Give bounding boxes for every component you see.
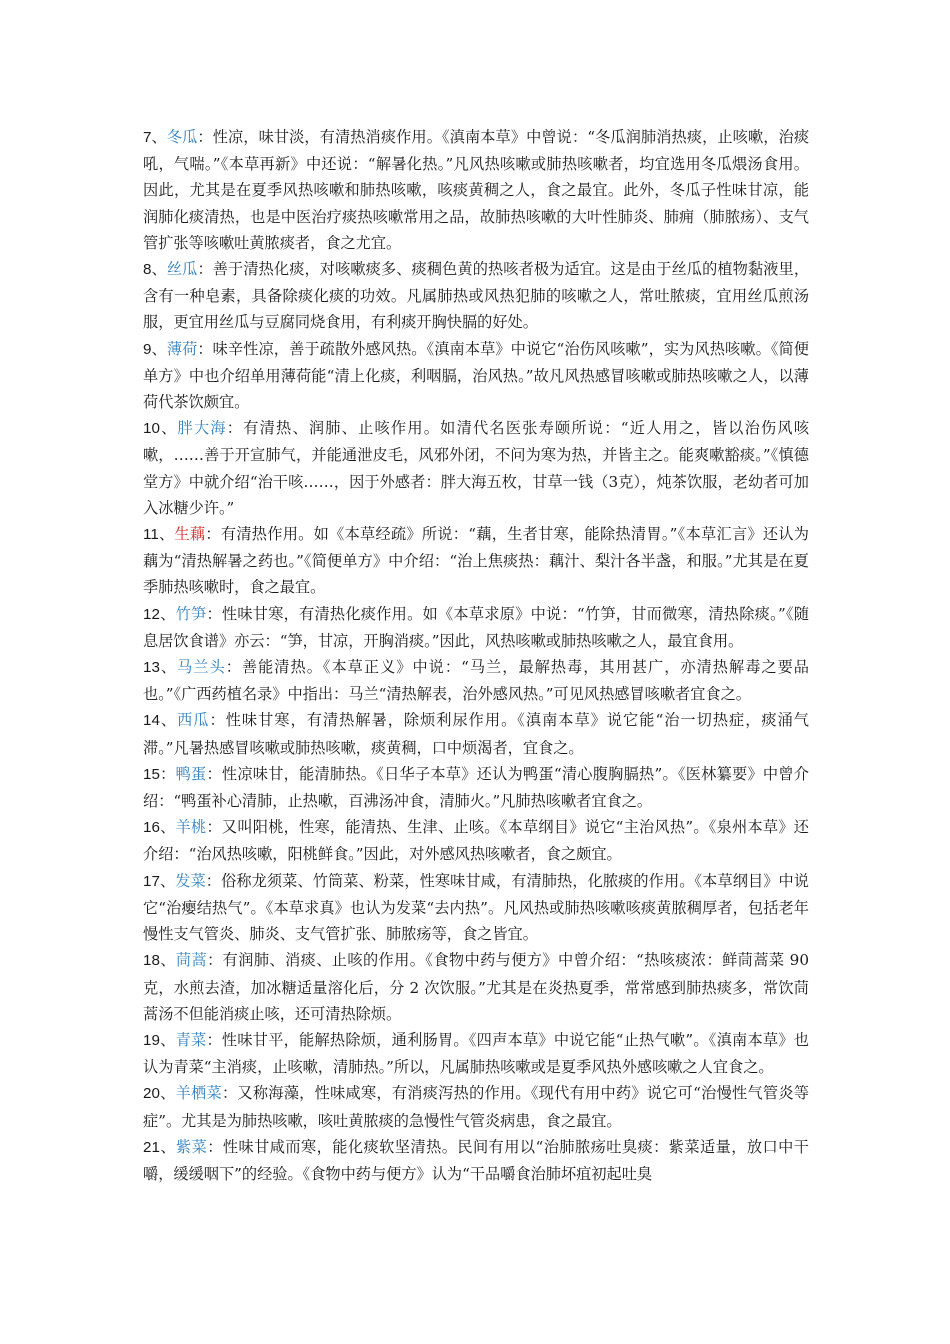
item-text: ：有清热、润肺、止咳作用。如清代名医张寿颐所说：“近人用之，皆以治伤风咳嗽，……善于开宣肺气，并能通泄皮毛，风邪外闭，不问为寒为热，并皆主之。能爽嗽豁痰。”《慎德堂方》中就介绍“治干咳……，因于外感者：胖大海五枚，甘草一钱（3克），炖茶饮服，老幼者可加入冰糖少许。” [143, 419, 810, 517]
item-text: ：性味甘寒，有清热解暑，除烦利尿作用。《滇南本草》说它能“治一切热症，痰涌气滞。”凡暑热感冒咳嗽或肺热咳嗽，痰黄稠，口中烦渴者，宜食之。 [143, 711, 809, 757]
item-term: 胖大海 [177, 419, 227, 438]
item-text: ：善能清热。《本草正义》中说：“马兰，最解热毒，其用甚广，亦清热解毒之要品也。”《广西药植名录》中指出：马兰“清热解表，治外感风热。”可见风热感冒咳嗽者宜食之。 [143, 658, 809, 704]
item-term-highlighted: 生藕 [174, 525, 206, 544]
item-number: 7、 [143, 129, 167, 146]
list-item [143, 761, 809, 814]
item-term: 羊桃 [175, 818, 207, 837]
item-term: 丝瓜 [166, 260, 198, 279]
item-number: 14、 [143, 712, 178, 730]
item-term: 马兰头 [177, 658, 226, 677]
item-term: 竹笋 [175, 604, 207, 623]
list-item [143, 521, 809, 601]
item-text: ：又叫阳桃，性寒，能清热、生津、止咳。《本草纲目》说它“主治风热”。《泉州本草》还介绍：“治风热咳嗽，阳桃鲜食。”因此，对外感风热咳嗽者，食之颇宜。 [143, 818, 809, 864]
list-item [143, 601, 809, 654]
item-term: 薄荷 [166, 339, 198, 358]
item-term: 紫菜 [175, 1137, 208, 1156]
item-number: 12、 [143, 605, 176, 623]
item-number: 15： [143, 765, 176, 783]
item-number: 10、 [143, 420, 178, 438]
item-number: 19、 [143, 1031, 176, 1049]
item-text: ：性凉，味甘淡，有清热消痰作用。《滇南本草》中曾说：“冬瓜润肺消热痰，止咳嗽，治痰吼，气喘。”《本草再新》中还说：“解暑化热。”凡风热咳嗽或肺热咳嗽者，均宜选用冬瓜煨汤食用。因此，尤其是在夏季风热咳嗽和肺热咳嗽，咳痰黄稠之人，食之最宜。此外，冬瓜子性味甘凉，能润肺化痰清热，也是中医治疗痰热咳嗽常用之品，故肺热咳嗽的大叶性肺炎、肺痈（肺脓疡）、支气管扩张等咳嗽吐黄脓痰者，食之尤宜。 [143, 128, 810, 252]
list-item [143, 336, 809, 416]
item-text: ：性凉味甘，能清肺热。《日华子本草》还认为鸭蛋“清心腹胸膈热”。《医林纂要》中曾介绍：“鸭蛋补心清肺，止热嗽，百沸汤冲食，清肺火。”凡肺热咳嗽者宜食之。 [143, 764, 809, 811]
item-term: 青菜 [175, 1030, 207, 1049]
list-item [143, 1134, 809, 1187]
item-number: 11、 [143, 526, 175, 544]
item-text: ：性味甘咸而寒，能化痰软坚清热。民间有用以“治肺脓疡吐臭痰：紫菜适量，放口中干嚼，缓缓咽下”的经验。《食物中药与便方》认为“干品嚼食治肺坏疽初起吐臭 [143, 1137, 809, 1183]
list-item [143, 707, 809, 760]
list-item [143, 256, 809, 336]
item-term: 冬瓜 [166, 128, 198, 146]
item-text: ：有润肺、消痰、止咳的作用。《食物中药与便方》中曾介绍：“热咳痰浓：鲜茼蒿菜 90 克，水煎去渣，加冰糖适量溶化后，分 2 次饮服。”尤其是在炎热夏季，常常感到肺热痰多，常饮茼蒿汤不但能消痰止咳，还可清热除烦。 [143, 951, 809, 1023]
list-item [143, 868, 809, 948]
list-item [143, 1027, 809, 1080]
item-number: 8、 [143, 261, 167, 279]
item-text: ：俗称龙须菜、竹筒菜、粉菜，性寒味甘咸，有清肺热，化脓痰的作用。《本草纲目》中说它“治瘿结热气”。《本草求真》也认为发菜“去内热”。凡风热或肺热咳嗽咳痰黄脓稠厚者，包括老年慢性支气管炎、肺炎、支气管扩张、肺脓疡等，食之皆宜。 [143, 871, 809, 944]
item-number: 17、 [143, 872, 176, 890]
item-term: 羊栖菜 [175, 1084, 222, 1103]
list-item [143, 654, 809, 707]
item-number: 9、 [143, 340, 167, 358]
item-term: 鸭蛋 [175, 764, 207, 783]
item-text: ：有清热作用。如《本草经疏》所说：“藕，生者甘寒，能除热清胃。”《本草汇言》还认为藕为“清热解暑之药也。”《简便单方》中介绍：“治上焦痰热：藕汁、梨汁各半盏，和服。”尤其是在夏季肺热咳嗽时，食之最宜。 [143, 525, 809, 597]
list-item [143, 1080, 809, 1133]
item-text: ：性味甘寒，有清热化痰作用。如《本草求原》中说：“竹笋，甘而微寒，清热除痰。”《随息居饮食谱》亦云：“笋，甘凉，开胸消痰。”因此，风热咳嗽或肺热咳嗽之人，最宜食用。 [143, 604, 809, 650]
document-body [143, 124, 809, 1187]
item-text: ：性味甘平，能解热除烦，通利肠胃。《四声本草》中说它能“止热气嗽”。《滇南本草》也认为青菜“主消痰，止咳嗽，清肺热。”所以，凡属肺热咳嗽或是夏季风热外感咳嗽之人宜食之。 [143, 1030, 809, 1077]
list-item [143, 814, 809, 867]
item-text: ：善于清热化痰，对咳嗽痰多、痰稠色黄的热咳者极为适宜。这是由于丝瓜的植物黏液里，含有一种皂素，具备除痰化痰的功效。凡属肺热或风热犯肺的咳嗽之人，常吐脓痰，宜用丝瓜煎汤服，更宜用丝瓜与豆腐同烧食用，有利痰开胸快膈的好处。 [143, 260, 810, 332]
item-term: 茼蒿 [175, 951, 208, 970]
item-text: ：又称海藻，性味咸寒，有消痰泻热的作用。《现代有用中药》说它可“治慢性气管炎等症”。尤其是为肺热咳嗽，咳吐黄脓痰的急慢性气管炎病患，食之最宜。 [143, 1084, 810, 1130]
item-number: 13、 [143, 659, 178, 677]
list-item [143, 947, 809, 1027]
item-number: 18、 [143, 952, 176, 970]
item-term: 发菜 [175, 871, 206, 890]
item-number: 21、 [143, 1138, 176, 1156]
item-number: 20、 [143, 1085, 176, 1103]
item-term: 西瓜 [177, 711, 210, 730]
list-item [143, 415, 809, 521]
list-item [143, 124, 809, 256]
item-text: ：味辛性凉，善于疏散外感风热。《滇南本草》中说它“治伤风咳嗽”，实为风热咳嗽。《简便单方》中也介绍单用薄荷能“清上化痰，利咽膈，治风热。”故凡风热感冒咳嗽或肺热咳嗽之人，以薄荷代茶饮颇宜。 [143, 339, 809, 412]
item-number: 16、 [143, 819, 176, 837]
